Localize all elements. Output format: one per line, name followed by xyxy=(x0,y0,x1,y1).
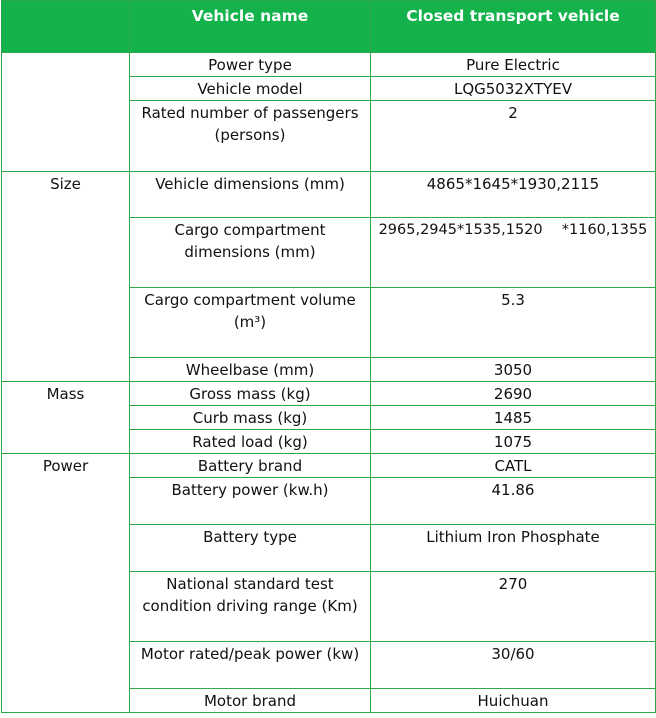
row-label: Cargo compartment dimensions (mm) xyxy=(130,218,371,288)
row-label: Rated number of passengers (persons) xyxy=(130,101,371,172)
header-vehicle-name: Vehicle name xyxy=(130,1,371,53)
table-row xyxy=(2,382,656,406)
row-label: Vehicle model xyxy=(130,77,371,101)
category-cell xyxy=(2,53,130,172)
row-label: Battery power (kw.h) xyxy=(130,478,371,525)
spec-table xyxy=(1,0,656,713)
row-label: Motor rated/peak power (kw) xyxy=(130,642,371,689)
row-label: Wheelbase (mm) xyxy=(130,358,371,382)
row-value: 1075 xyxy=(371,430,656,454)
row-value: Pure Electric xyxy=(371,53,656,77)
row-value: LQG5032XTYEV xyxy=(371,77,656,101)
row-value: 270 xyxy=(371,572,656,642)
header-row xyxy=(2,1,656,53)
category-size: Size xyxy=(2,172,130,382)
row-label: Vehicle dimensions (mm) xyxy=(130,172,371,218)
category-mass: Mass xyxy=(2,382,130,454)
row-value: Lithium Iron Phosphate xyxy=(371,525,656,572)
table-row xyxy=(2,454,656,478)
row-value: 1485 xyxy=(371,406,656,430)
row-label: Rated load (kg) xyxy=(130,430,371,454)
row-value: 4865*1645*1930,2115 xyxy=(371,172,656,218)
header-blank-cell xyxy=(2,1,130,53)
row-value: 5.3 xyxy=(371,288,656,358)
row-value: 41.86 xyxy=(371,478,656,525)
row-value: 2965,2945*1535,1520 *1160,1355 xyxy=(371,218,656,288)
row-value: 30/60 xyxy=(371,642,656,689)
category-power: Power xyxy=(2,454,130,713)
row-label: National standard test condition driving range (Km) xyxy=(130,572,371,642)
row-value: 2690 xyxy=(371,382,656,406)
table-row xyxy=(2,53,656,77)
row-label: Battery type xyxy=(130,525,371,572)
row-label: Power type xyxy=(130,53,371,77)
row-value: CATL xyxy=(371,454,656,478)
row-label: Gross mass (kg) xyxy=(130,382,371,406)
row-label: Motor brand xyxy=(130,689,371,713)
header-vehicle-type: Closed transport vehicle xyxy=(371,1,656,53)
row-label: Battery brand xyxy=(130,454,371,478)
row-label: Cargo compartment volume (m³) xyxy=(130,288,371,358)
table-row xyxy=(2,172,656,218)
row-label: Curb mass (kg) xyxy=(130,406,371,430)
row-value: 3050 xyxy=(371,358,656,382)
row-value: 2 xyxy=(371,101,656,172)
row-value: Huichuan xyxy=(371,689,656,713)
